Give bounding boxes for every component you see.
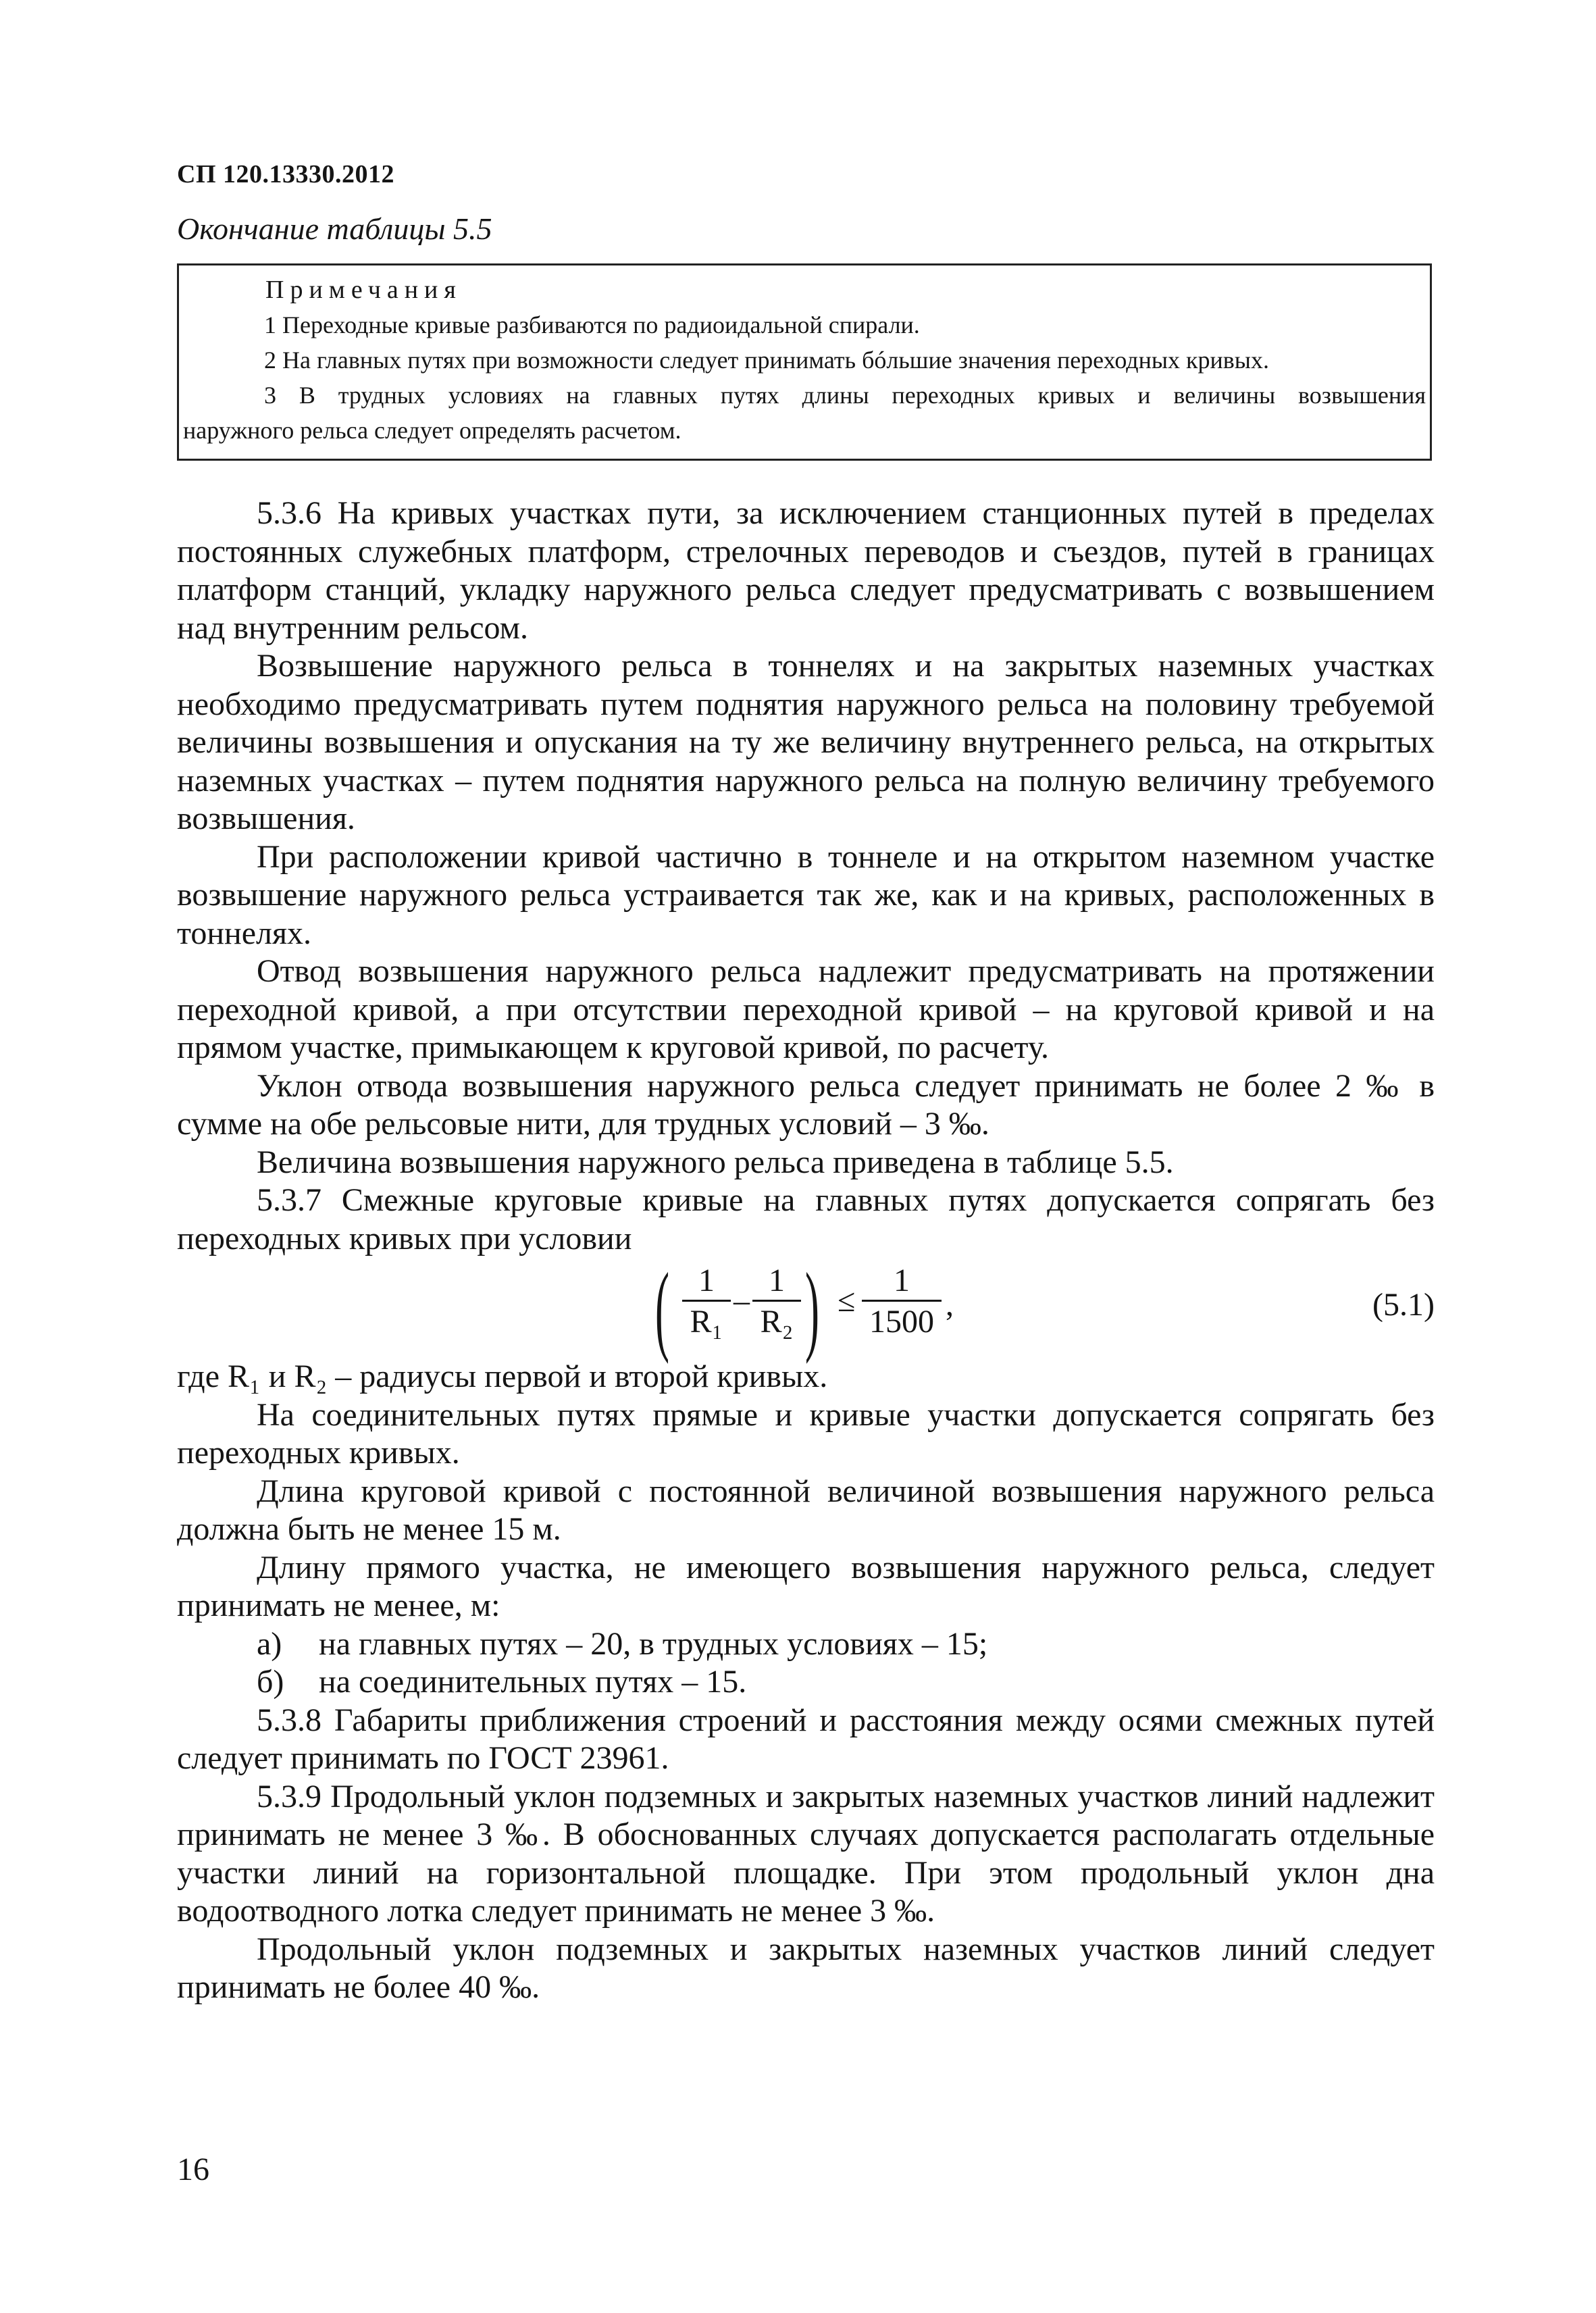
minus-sign: – [733, 1283, 750, 1319]
paragraph-where-r: где R₁ и R₂ – радиусы первой и второй кривых. [177, 1358, 828, 1394]
note-3: 3 В трудных условиях на главных путях длины переходных кривых и величины возвышения [264, 382, 1426, 409]
list-item-b [177, 1663, 1435, 1702]
paragraph-circular-curve: Длина круговой кривой с постоянной величиной возвышения наружного рельса должна быть не менее 15 м. [177, 1473, 1435, 1547]
list-item-text: на главных путях – 20, в трудных условиях – 15; [319, 1625, 988, 1662]
paragraph-5-3-6: 5.3.6 На кривых участках пути, за исключением станционных путей в пределах постоянных служебных платформ, стрелочных переводов и съездов, путей в границах платформ станций, укладку наружного рельса следует предусматривать с возвышением над внутренним рельсом. [177, 495, 1435, 646]
main-body [177, 494, 1435, 2007]
list-marker: а) [257, 1625, 282, 1662]
less-or-equal-sign: ≤ [838, 1283, 856, 1319]
paragraph-table-reference: Величина возвышения наружного рельса приведена в таблице 5.5. [257, 1144, 1174, 1180]
paragraph-partial-tunnel: При расположении кривой частично в тоннеле и на открытом наземном участке возвышение наружного рельса устраивается так же, как и на кривых, расположенных в тоннелях. [177, 838, 1435, 951]
table-continuation-caption: Окончание таблицы 5.5 [177, 211, 492, 246]
paragraph-5-3-7: 5.3.7 Смежные круговые кривые на главных путях допускается сопрягать без [257, 1182, 1435, 1218]
list-item-text: на соединительных путях – 15. [319, 1664, 747, 1700]
list-item-a [177, 1625, 1435, 1664]
fraction-1-over-1500: $\frac{1}{1500}$ [862, 1262, 942, 1342]
paragraph-elevation-tunnel: Возвышение наружного рельса в тоннелях и на закрытых наземных участках необходимо предусматривать путем поднятия наружного рельса на половину требуемой величины возвышения и опускания на ту же величину внутреннего рельса, на открытых наземных участках – путем поднятия наружного рельса на полную величину требуемого возвышения. [177, 648, 1435, 836]
paragraph-slope: Уклон отвода возвышения наружного рельса следует принимать не более 2 ‰ в сумме на обе рельсовые нити, для трудных условий – 3 ‰. [177, 1067, 1435, 1142]
note-2: 2 На главных путях при возможности следует принимать бóльшие значения переходных кривых. [264, 347, 1269, 374]
notes-title: Примечания [265, 276, 462, 304]
left-parenthesis: ( [655, 1252, 669, 1365]
fraction-1-over-r2: $\frac{1}{\text{R₂}}$ [752, 1262, 801, 1342]
document-code-header: СП 120.13330.2012 [177, 160, 394, 188]
formula-5-1 [177, 1252, 1435, 1365]
paragraph-5-3-9: 5.3.9 Продольный уклон подземных и закрытых наземных участков линий надлежит принимать не менее 3 ‰. В обоснованных случаях допускается располагать отдельные участки линий на горизонтальной площадке. При этом продольный уклон дна водоотводного лотка следует принимать не менее 3 ‰. [177, 1778, 1435, 1929]
page-number: 16 [177, 2152, 209, 2187]
paragraph-transition: Отвод возвышения наружного рельса надлежит предусматривать на протяжении переходной кривой, а при отсутствии переходной кривой – на круговой кривой и на прямом участке, примыкающем к круговой кривой, по расчету. [177, 953, 1435, 1065]
paragraph-straight-section: Длину прямого участка, не имеющего возвышения наружного рельса, следует принимать не менее, м: [177, 1549, 1435, 1623]
note-3-continuation: наружного рельса следует определять расчетом. [183, 417, 681, 444]
table-notes-box [177, 263, 1432, 461]
list-marker: б) [257, 1664, 284, 1700]
paragraph-5-3-7-continuation: переходных кривых при условии [177, 1220, 632, 1256]
paragraph-max-slope: Продольный уклон подземных и закрытых наземных участков линий следует принимать не более 40 ‰. [177, 1931, 1435, 2005]
paragraph-5-3-8: 5.3.8 Габариты приближения строений и расстояния между осями смежных путей следует принимать по ГОСТ 23961. [177, 1702, 1435, 1776]
note-1: 1 Переходные кривые разбиваются по радиоидальной спирали. [264, 311, 920, 338]
right-parenthesis: ) [805, 1252, 819, 1365]
formula-number: (5.1) [1372, 1287, 1435, 1323]
fraction-1-over-r1: $\frac{1}{\text{R₁}}$ [682, 1262, 731, 1342]
paragraph-connecting-tracks: На соединительных путях прямые и кривые участки допускается сопрягать без переходных кривых. [177, 1396, 1435, 1471]
formula-comma: , [946, 1287, 954, 1323]
